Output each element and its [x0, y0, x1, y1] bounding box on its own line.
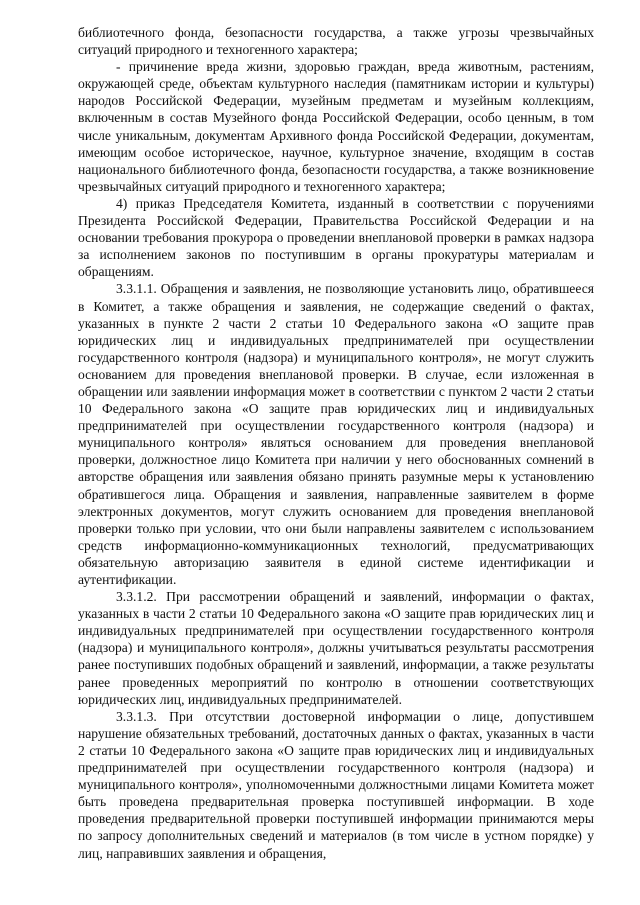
paragraph-continuation: библиотечного фонда, безопасности государства, а также угрозы чрезвычайных ситуаций природного и техногенного характера;	[78, 25, 594, 58]
paragraph-3-3-1-1: 3.3.1.1. Обращения и заявления, не позволяющие установить лицо, обратившееся в Комитет, а также обращения и заявления, не содержащие сведений о фактах, указанных в пункте 2 части 2 статьи 10 Федерального закона «О защите прав юридических лиц и индивидуальных предпринимателей при осуществлении государственного контроля (надзора) и муниципального контроля», не могут служить основанием для проведения внеплановой проверки. В случае, если изложенная в обращении или заявлении информация может в соответствии с пунктом 2 части 2 статьи 10 Федерального закона «О защите прав юридических лиц и индивидуальных предпринимателей при осуществлении государственного контроля (надзора) и муниципального контроля» являться основанием для проведения внеплановой проверки, должностное лицо Комитета при наличии у него обоснованных сомнений в авторстве обращения или заявления обязано принять разумные меры к установлению обратившегося лица. Обращения и заявления, направленные заявителем в форме электронных документов, могут служить основанием для проведения внеплановой проверки только при условии, что они были направлены заявителем с использованием средств информационно-коммуникационных технологий, предусматривающих обязательную авторизацию заявителя в единой системе идентификации и аутентификации.	[78, 281, 594, 587]
paragraph-order-item-4: 4) приказ Председателя Комитета, изданный в соответствии с поручениями Президента Российской Федерации, Правительства Российской Федерации и на основании требования прокурора о проведении внеплановой проверки в рамках надзора за исполнением законов по поступившим в органы прокуратуры материалам и обращениям.	[78, 195, 594, 280]
paragraph-3-3-1-2: 3.3.1.2. При рассмотрении обращений и заявлений, информации о фактах, указанных в части 2 статьи 10 Федерального закона «О защите прав юридических лиц и индивидуальных предпринимателей при осуществлении государственного контроля (надзора) и муниципального контроля», должны учитываться результаты рассмотрения ранее поступивших подобных обращений и заявлений, информации, а также результаты ранее проведенных мероприятий по контролю в отношении соответствующих юридических лиц, индивидуальных предпринимателей.	[78, 589, 594, 707]
document-body	[78, 24, 594, 862]
paragraph-harm-list-item: - причинение вреда жизни, здоровью граждан, вреда животным, растениям, окружающей среде, объектам культурного наследия (памятникам истории и культуры) народов Российской Федерации, музейным предметам и музейным коллекциям, включенным в состав Музейного фонда Российской Федерации, особо ценным, в том числе уникальным, документам Архивного фонда Российской Федерации, документам, имеющим особое историческое, научное, культурное значение, входящим в состав национального библиотечного фонда, безопасности государства, а также возникновение чрезвычайных ситуаций природного и техногенного характера;	[78, 59, 594, 194]
paragraph-3-3-1-3: 3.3.1.3. При отсутствии достоверной информации о лице, допустившем нарушение обязательных требований, достаточных данных о фактах, указанных в части 2 статьи 10 Федерального закона «О защите прав юридических лиц и индивидуальных предпринимателей при осуществлении государственного контроля (надзора) и муниципального контроля», уполномоченными должностными лицами Комитета может быть проведена предварительная проверка поступившей информации. В ходе проведения предварительной проверки поступившей информации принимаются меры по запросу дополнительных сведений и материалов (в том числе в устном порядке) у лиц, направивших заявления и обращения,	[78, 708, 594, 861]
